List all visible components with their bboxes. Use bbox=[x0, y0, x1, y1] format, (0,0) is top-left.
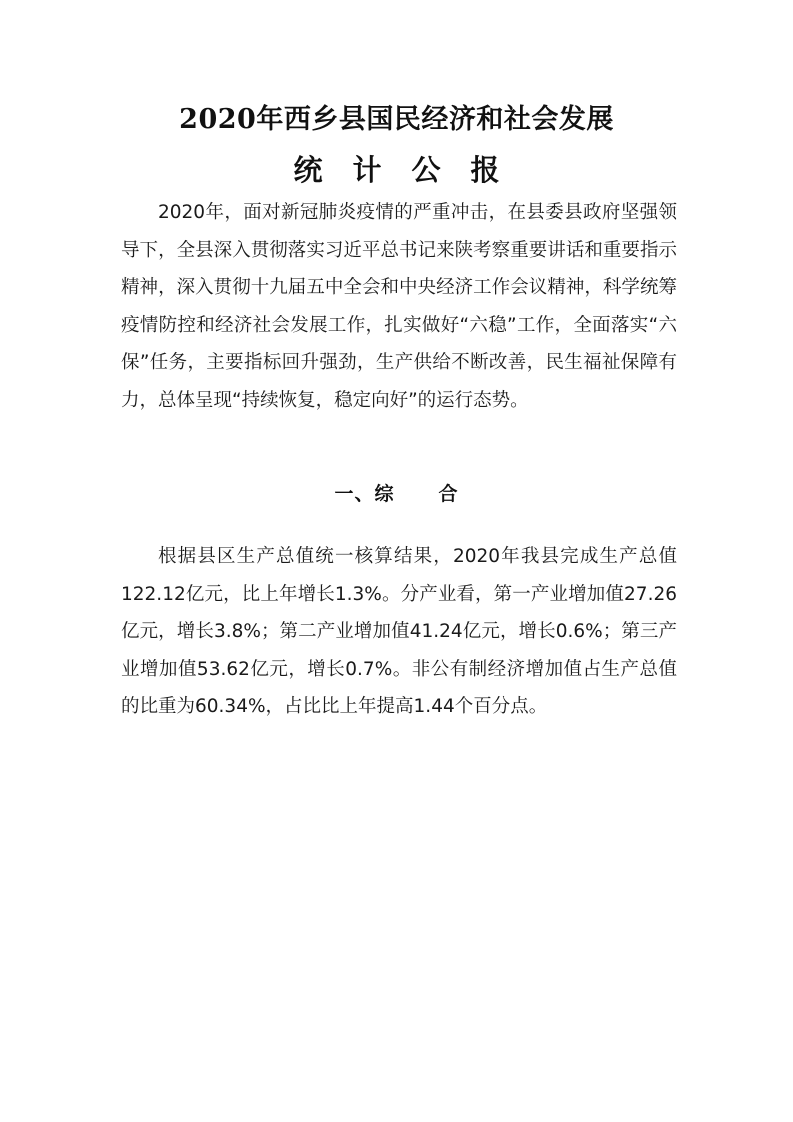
section-heading-number: 一、 bbox=[334, 483, 375, 505]
section-heading-char1: 综 bbox=[374, 483, 395, 505]
intro-paragraph: 2020年，面对新冠肺炎疫情的严重冲击，在县委县政府坚强领导下，全县深入贯彻落实习近平总书记来陕考察重要讲话和重要指示精神，深入贯彻十九届五中全会和中央经济工作会议精神，科学统筹疫情防控和经济社会发展工作，扎实做好“六稳”工作，全面落实“六保”任务，主要指标回升强劲，生产供给不断改善，民生福祉保障有力，总体呈现“持续恢复，稳定向好”的运行态势。 bbox=[121, 202, 677, 411]
section-heading-char2: 合 bbox=[438, 483, 459, 505]
report-title-line2: 统计公报 bbox=[293, 153, 530, 187]
section-overview-paragraph: 根据县区生产总值统一核算结果，2020年我县完成生产总值122.12亿元，比上年增长1.3%。分产业看，第一产业增加值27.26亿元，增长3.8%；第二产业增加值41.24亿元，增长0.6%；第三产业增加值53.62亿元，增长0.7%。非公有制经济增加值占生产总值的比重为60.34%，占比比上年提高1.44个百分点。 bbox=[121, 546, 677, 717]
report-title-line1: 2020年西乡县国民经济和社会发展 bbox=[179, 104, 614, 135]
section-heading-overview bbox=[0, 476, 793, 512]
